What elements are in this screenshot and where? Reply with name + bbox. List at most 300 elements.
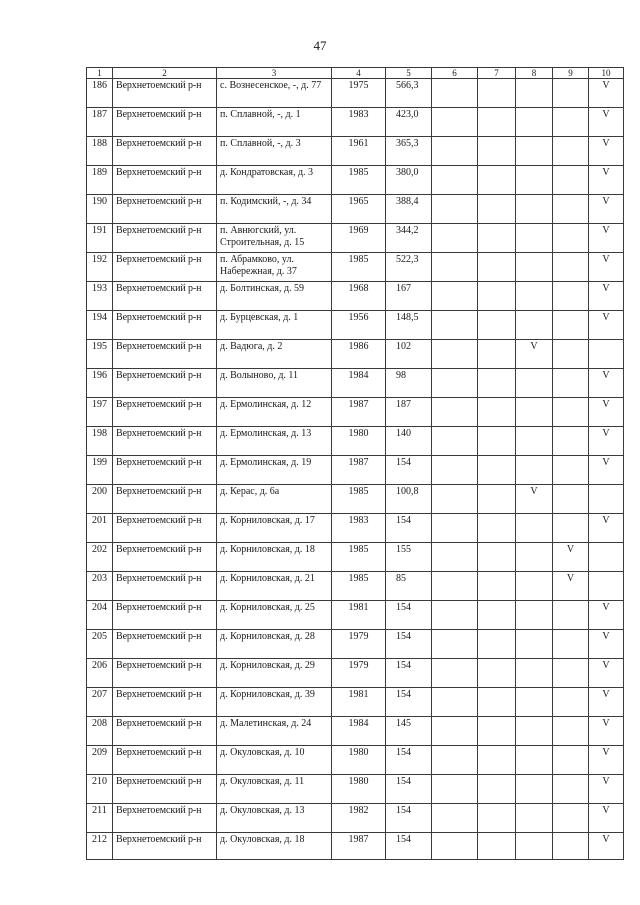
column-9-mark (553, 485, 589, 514)
address-cell: д. Кондратовская, д. 3 (217, 166, 332, 195)
table-row (87, 311, 624, 340)
year-cell: 1965 (332, 195, 386, 224)
table-row (87, 166, 624, 195)
area-cell: 100,8 (386, 485, 432, 514)
district-cell: Верхнетоемский р-н (113, 340, 217, 369)
column-7-cell (478, 572, 516, 601)
column-9-mark (553, 195, 589, 224)
address-cell: п. Кодимский, -, д. 34 (217, 195, 332, 224)
district-cell: Верхнетоемский р-н (113, 514, 217, 543)
column-9-mark (553, 253, 589, 282)
table-row (87, 108, 624, 137)
year-cell: 1982 (332, 804, 386, 833)
area-cell: 566,3 (386, 79, 432, 108)
column-6-cell (432, 659, 478, 688)
column-10-mark (589, 543, 624, 572)
column-7-cell (478, 137, 516, 166)
column-9-mark (553, 717, 589, 746)
address-cell: д. Ермолинская, д. 19 (217, 456, 332, 485)
column-8-mark (516, 456, 553, 485)
column-7-cell (478, 601, 516, 630)
row-number: 197 (87, 398, 113, 427)
column-7-cell (478, 311, 516, 340)
column-7-cell (478, 108, 516, 137)
row-number: 205 (87, 630, 113, 659)
column-7-cell (478, 427, 516, 456)
table-row (87, 195, 624, 224)
column-10-mark: V (589, 79, 624, 108)
column-7-cell (478, 340, 516, 369)
column-9-mark: V (553, 543, 589, 572)
column-10-mark (589, 485, 624, 514)
row-number: 193 (87, 282, 113, 311)
year-cell: 1980 (332, 775, 386, 804)
column-header: 10 (589, 68, 624, 79)
column-7-cell (478, 717, 516, 746)
row-number: 192 (87, 253, 113, 282)
column-10-mark: V (589, 253, 624, 282)
area-cell: 154 (386, 746, 432, 775)
district-cell: Верхнетоемский р-н (113, 224, 217, 253)
table-row (87, 369, 624, 398)
row-number: 195 (87, 340, 113, 369)
address-cell: д. Ермолинская, д. 12 (217, 398, 332, 427)
column-10-mark: V (589, 108, 624, 137)
column-7-cell (478, 833, 516, 860)
district-cell: Верхнетоемский р-н (113, 601, 217, 630)
table-row (87, 427, 624, 456)
column-9-mark (553, 108, 589, 137)
column-7-cell (478, 398, 516, 427)
column-6-cell (432, 485, 478, 514)
address-cell: д. Малетинская, д. 24 (217, 717, 332, 746)
table-row (87, 224, 624, 253)
column-7-cell (478, 195, 516, 224)
address-cell: д. Керас, д. 6а (217, 485, 332, 514)
column-9-mark (553, 137, 589, 166)
area-cell: 388,4 (386, 195, 432, 224)
column-10-mark: V (589, 775, 624, 804)
table-row (87, 514, 624, 543)
address-cell: п. Авнюгский, ул. Строительная, д. 15 (217, 224, 332, 253)
year-cell: 1985 (332, 253, 386, 282)
year-cell: 1987 (332, 833, 386, 860)
area-cell: 154 (386, 601, 432, 630)
column-8-mark (516, 804, 553, 833)
row-number: 186 (87, 79, 113, 108)
year-cell: 1980 (332, 746, 386, 775)
row-number: 198 (87, 427, 113, 456)
district-cell: Верхнетоемский р-н (113, 456, 217, 485)
district-cell: Верхнетоемский р-н (113, 833, 217, 860)
row-number: 202 (87, 543, 113, 572)
column-7-cell (478, 775, 516, 804)
column-10-mark (589, 572, 624, 601)
column-8-mark (516, 746, 553, 775)
column-9-mark (553, 514, 589, 543)
column-8-mark: V (516, 485, 553, 514)
year-cell: 1985 (332, 572, 386, 601)
row-number: 199 (87, 456, 113, 485)
area-cell: 98 (386, 369, 432, 398)
column-10-mark: V (589, 659, 624, 688)
column-10-mark: V (589, 601, 624, 630)
column-6-cell (432, 195, 478, 224)
column-header-row (87, 68, 624, 79)
address-cell: д. Болтинская, д. 59 (217, 282, 332, 311)
column-6-cell (432, 311, 478, 340)
column-8-mark (516, 630, 553, 659)
year-cell: 1983 (332, 108, 386, 137)
column-10-mark: V (589, 224, 624, 253)
housing-register-table (86, 67, 624, 860)
column-9-mark (553, 369, 589, 398)
area-cell: 154 (386, 833, 432, 860)
column-8-mark (516, 398, 553, 427)
column-9-mark (553, 775, 589, 804)
table-row (87, 775, 624, 804)
table-row (87, 543, 624, 572)
column-9-mark (553, 166, 589, 195)
column-header: 6 (432, 68, 478, 79)
district-cell: Верхнетоемский р-н (113, 775, 217, 804)
year-cell: 1987 (332, 456, 386, 485)
column-8-mark (516, 311, 553, 340)
column-6-cell (432, 717, 478, 746)
district-cell: Верхнетоемский р-н (113, 630, 217, 659)
column-8-mark (516, 108, 553, 137)
district-cell: Верхнетоемский р-н (113, 195, 217, 224)
table-row (87, 340, 624, 369)
column-9-mark (553, 659, 589, 688)
column-10-mark: V (589, 514, 624, 543)
column-7-cell (478, 485, 516, 514)
row-number: 190 (87, 195, 113, 224)
column-header: 3 (217, 68, 332, 79)
column-10-mark: V (589, 630, 624, 659)
column-7-cell (478, 456, 516, 485)
table-row (87, 79, 624, 108)
row-number: 189 (87, 166, 113, 195)
district-cell: Верхнетоемский р-н (113, 311, 217, 340)
column-10-mark: V (589, 427, 624, 456)
district-cell: Верхнетоемский р-н (113, 253, 217, 282)
year-cell: 1985 (332, 166, 386, 195)
column-10-mark: V (589, 137, 624, 166)
district-cell: Верхнетоемский р-н (113, 746, 217, 775)
column-10-mark: V (589, 456, 624, 485)
column-8-mark (516, 369, 553, 398)
column-6-cell (432, 804, 478, 833)
column-10-mark: V (589, 369, 624, 398)
column-9-mark (553, 804, 589, 833)
column-7-cell (478, 688, 516, 717)
column-7-cell (478, 804, 516, 833)
area-cell: 154 (386, 514, 432, 543)
area-cell: 155 (386, 543, 432, 572)
address-cell: д. Корниловская, д. 17 (217, 514, 332, 543)
column-header: 5 (386, 68, 432, 79)
column-7-cell (478, 79, 516, 108)
column-10-mark: V (589, 688, 624, 717)
district-cell: Верхнетоемский р-н (113, 427, 217, 456)
column-9-mark (553, 688, 589, 717)
column-7-cell (478, 659, 516, 688)
column-10-mark: V (589, 804, 624, 833)
column-8-mark (516, 833, 553, 860)
column-9-mark (553, 630, 589, 659)
address-cell: д. Окуловская, д. 18 (217, 833, 332, 860)
address-cell: д. Корниловская, д. 25 (217, 601, 332, 630)
district-cell: Верхнетоемский р-н (113, 543, 217, 572)
column-9-mark (553, 427, 589, 456)
column-6-cell (432, 253, 478, 282)
address-cell: д. Корниловская, д. 18 (217, 543, 332, 572)
year-cell: 1981 (332, 688, 386, 717)
area-cell: 154 (386, 456, 432, 485)
column-6-cell (432, 572, 478, 601)
column-6-cell (432, 456, 478, 485)
table-row (87, 630, 624, 659)
area-cell: 145 (386, 717, 432, 746)
address-cell: д. Окуловская, д. 11 (217, 775, 332, 804)
year-cell: 1984 (332, 369, 386, 398)
column-8-mark (516, 224, 553, 253)
column-6-cell (432, 630, 478, 659)
address-cell: д. Корниловская, д. 29 (217, 659, 332, 688)
row-number: 209 (87, 746, 113, 775)
address-cell: п. Абрамково, ул. Набережная, д. 37 (217, 253, 332, 282)
row-number: 212 (87, 833, 113, 860)
column-6-cell (432, 746, 478, 775)
column-10-mark: V (589, 746, 624, 775)
column-7-cell (478, 253, 516, 282)
year-cell: 1983 (332, 514, 386, 543)
column-8-mark (516, 659, 553, 688)
column-8-mark (516, 427, 553, 456)
column-7-cell (478, 282, 516, 311)
district-cell: Верхнетоемский р-н (113, 717, 217, 746)
year-cell: 1975 (332, 79, 386, 108)
year-cell: 1961 (332, 137, 386, 166)
column-9-mark (553, 282, 589, 311)
area-cell: 187 (386, 398, 432, 427)
row-number: 207 (87, 688, 113, 717)
column-7-cell (478, 166, 516, 195)
column-8-mark (516, 137, 553, 166)
address-cell: д. Волыново, д. 11 (217, 369, 332, 398)
column-10-mark: V (589, 311, 624, 340)
column-8-mark (516, 688, 553, 717)
area-cell: 154 (386, 804, 432, 833)
column-header: 1 (87, 68, 113, 79)
table-row (87, 833, 624, 860)
address-cell: п. Сплавной, -, д. 1 (217, 108, 332, 137)
table-row (87, 282, 624, 311)
column-9-mark (553, 79, 589, 108)
column-6-cell (432, 166, 478, 195)
column-6-cell (432, 775, 478, 804)
column-header: 8 (516, 68, 553, 79)
column-9-mark (553, 456, 589, 485)
column-8-mark (516, 775, 553, 804)
column-8-mark: V (516, 340, 553, 369)
column-6-cell (432, 833, 478, 860)
table-body (87, 79, 624, 860)
district-cell: Верхнетоемский р-н (113, 282, 217, 311)
table-row (87, 804, 624, 833)
area-cell: 85 (386, 572, 432, 601)
column-7-cell (478, 369, 516, 398)
column-8-mark (516, 166, 553, 195)
district-cell: Верхнетоемский р-н (113, 369, 217, 398)
table-row (87, 137, 624, 166)
area-cell: 154 (386, 775, 432, 804)
area-cell: 102 (386, 340, 432, 369)
address-cell: д. Бурцевская, д. 1 (217, 311, 332, 340)
district-cell: Верхнетоемский р-н (113, 166, 217, 195)
year-cell: 1980 (332, 427, 386, 456)
area-cell: 522,3 (386, 253, 432, 282)
table-row (87, 572, 624, 601)
column-8-mark (516, 543, 553, 572)
row-number: 188 (87, 137, 113, 166)
column-7-cell (478, 746, 516, 775)
row-number: 208 (87, 717, 113, 746)
address-cell: д. Корниловская, д. 21 (217, 572, 332, 601)
year-cell: 1985 (332, 543, 386, 572)
table-row (87, 456, 624, 485)
district-cell: Верхнетоемский р-н (113, 659, 217, 688)
column-9-mark (553, 833, 589, 860)
area-cell: 154 (386, 659, 432, 688)
year-cell: 1956 (332, 311, 386, 340)
year-cell: 1981 (332, 601, 386, 630)
row-number: 191 (87, 224, 113, 253)
column-6-cell (432, 427, 478, 456)
area-cell: 140 (386, 427, 432, 456)
column-6-cell (432, 688, 478, 717)
column-8-mark (516, 514, 553, 543)
column-9-mark: V (553, 572, 589, 601)
column-6-cell (432, 369, 478, 398)
year-cell: 1979 (332, 659, 386, 688)
district-cell: Верхнетоемский р-н (113, 108, 217, 137)
column-9-mark (553, 398, 589, 427)
column-10-mark: V (589, 398, 624, 427)
column-8-mark (516, 79, 553, 108)
table-row (87, 659, 624, 688)
row-number: 200 (87, 485, 113, 514)
table-row (87, 601, 624, 630)
column-6-cell (432, 108, 478, 137)
column-6-cell (432, 137, 478, 166)
table-row (87, 717, 624, 746)
column-6-cell (432, 543, 478, 572)
area-cell: 154 (386, 688, 432, 717)
column-10-mark: V (589, 195, 624, 224)
column-10-mark (589, 340, 624, 369)
column-9-mark (553, 340, 589, 369)
column-10-mark: V (589, 717, 624, 746)
row-number: 194 (87, 311, 113, 340)
column-10-mark: V (589, 166, 624, 195)
column-6-cell (432, 601, 478, 630)
column-8-mark (516, 282, 553, 311)
year-cell: 1985 (332, 485, 386, 514)
column-header: 4 (332, 68, 386, 79)
table-row (87, 485, 624, 514)
address-cell: д. Корниловская, д. 28 (217, 630, 332, 659)
column-8-mark (516, 717, 553, 746)
row-number: 187 (87, 108, 113, 137)
district-cell: Верхнетоемский р-н (113, 485, 217, 514)
column-10-mark: V (589, 282, 624, 311)
table-row (87, 253, 624, 282)
year-cell: 1987 (332, 398, 386, 427)
district-cell: Верхнетоемский р-н (113, 137, 217, 166)
column-8-mark (516, 601, 553, 630)
address-cell: с. Вознесенское, -, д. 77 (217, 79, 332, 108)
year-cell: 1969 (332, 224, 386, 253)
column-7-cell (478, 630, 516, 659)
column-header: 7 (478, 68, 516, 79)
row-number: 206 (87, 659, 113, 688)
address-cell: д. Окуловская, д. 13 (217, 804, 332, 833)
column-8-mark (516, 572, 553, 601)
year-cell: 1968 (332, 282, 386, 311)
area-cell: 365,3 (386, 137, 432, 166)
column-6-cell (432, 514, 478, 543)
district-cell: Верхнетоемский р-н (113, 398, 217, 427)
column-9-mark (553, 601, 589, 630)
column-9-mark (553, 311, 589, 340)
row-number: 211 (87, 804, 113, 833)
column-8-mark (516, 195, 553, 224)
table-row (87, 688, 624, 717)
column-8-mark (516, 253, 553, 282)
column-6-cell (432, 224, 478, 253)
table-row (87, 398, 624, 427)
address-cell: д. Корниловская, д. 39 (217, 688, 332, 717)
column-9-mark (553, 224, 589, 253)
row-number: 210 (87, 775, 113, 804)
area-cell: 344,2 (386, 224, 432, 253)
column-7-cell (478, 543, 516, 572)
area-cell: 148,5 (386, 311, 432, 340)
district-cell: Верхнетоемский р-н (113, 688, 217, 717)
year-cell: 1986 (332, 340, 386, 369)
address-cell: п. Сплавной, -, д. 3 (217, 137, 332, 166)
column-6-cell (432, 398, 478, 427)
address-cell: д. Окуловская, д. 10 (217, 746, 332, 775)
column-7-cell (478, 514, 516, 543)
area-cell: 167 (386, 282, 432, 311)
column-6-cell (432, 282, 478, 311)
district-cell: Верхнетоемский р-н (113, 572, 217, 601)
area-cell: 423,0 (386, 108, 432, 137)
column-6-cell (432, 79, 478, 108)
column-10-mark: V (589, 833, 624, 860)
district-cell: Верхнетоемский р-н (113, 79, 217, 108)
year-cell: 1984 (332, 717, 386, 746)
column-header: 9 (553, 68, 589, 79)
area-cell: 380,0 (386, 166, 432, 195)
column-9-mark (553, 746, 589, 775)
row-number: 201 (87, 514, 113, 543)
address-cell: д. Ермолинская, д. 13 (217, 427, 332, 456)
column-header: 2 (113, 68, 217, 79)
